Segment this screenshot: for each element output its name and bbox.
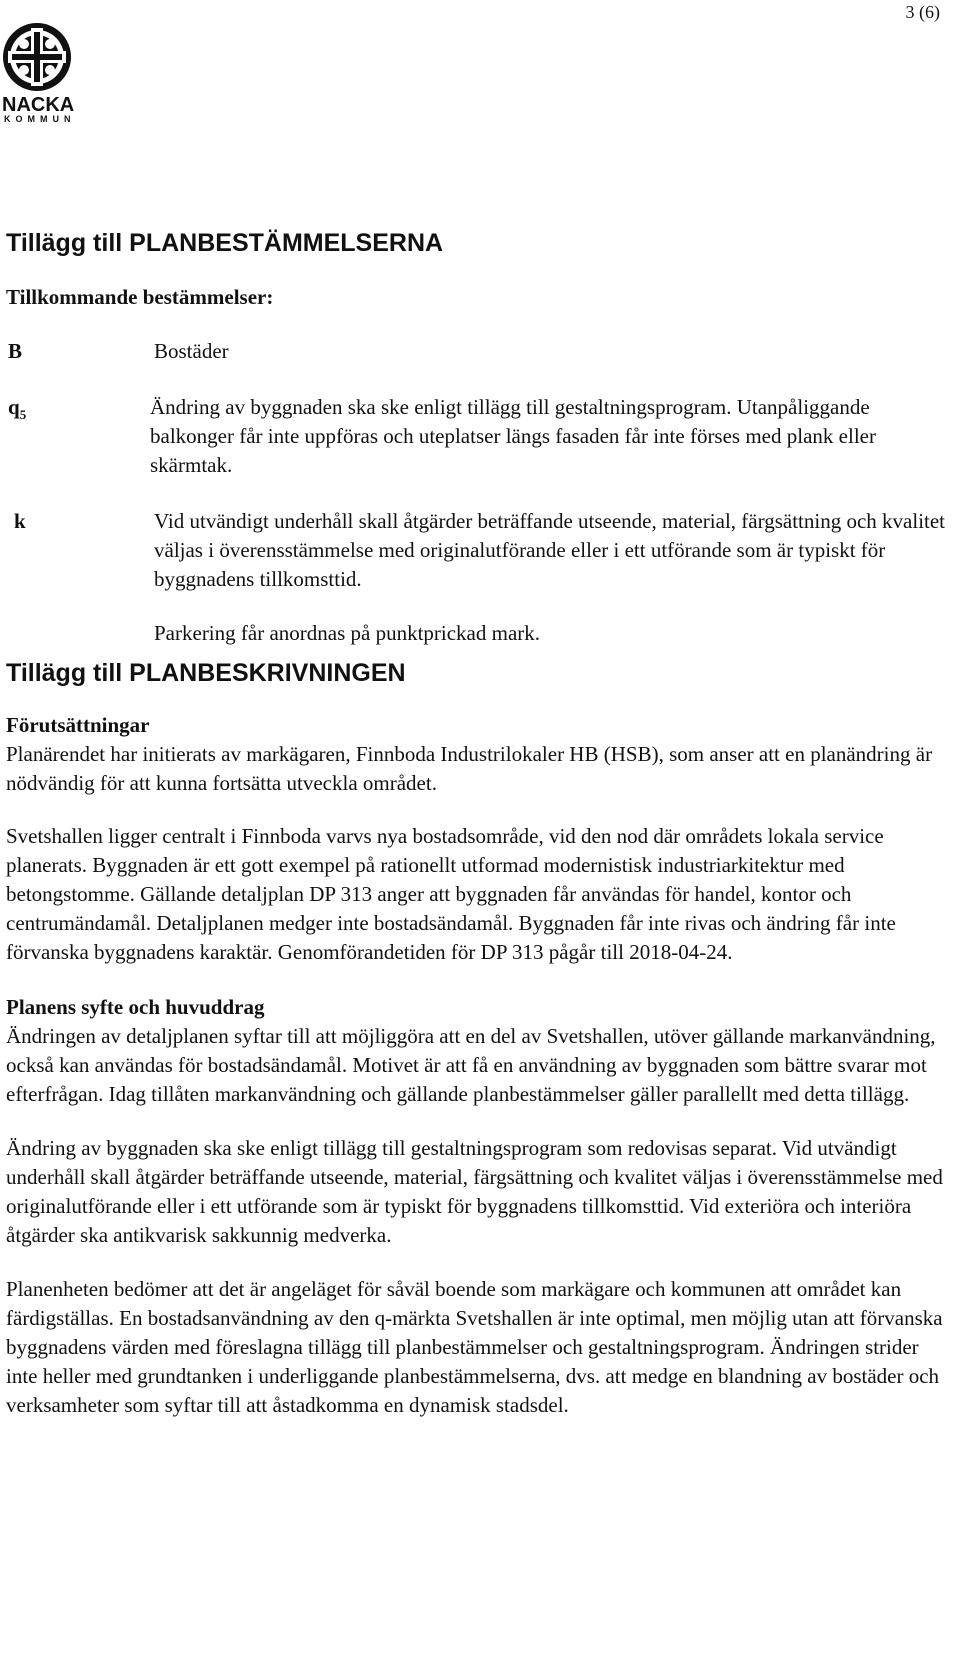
provision-code bbox=[6, 393, 154, 480]
section-title-planbeskrivningen bbox=[6, 656, 946, 690]
paragraph: Planärendet har initierats av markägaren, Finnboda Industrilokaler HB (HSB), som anser att en planändring är nödvändig för att kunna fortsätta utveckla området. bbox=[6, 742, 933, 795]
logo-subtitle: KOMMUN bbox=[4, 114, 76, 124]
provision-row bbox=[6, 619, 946, 648]
paragraph: Ändring av byggnaden ska ske enligt tillägg till gestaltningsprogram som redovisas separat. Vid utvändigt underhåll skall åtgärder beträffande utseende, material, färgsättning och kvalitet väljas i överensstämmelse med originalutförande eller i ett utförande som är typiskt för byggnadens tillkomsttid. Vid exteriöra och interiöra åtgärder ska antikvarisk sakkunnig medverka. bbox=[6, 1136, 943, 1247]
heading-planens-syfte: Planens syfte och huvuddrag bbox=[6, 995, 265, 1019]
section-title-main: PLANBESKRIVNINGEN bbox=[129, 659, 406, 687]
section-title-lead: Tillägg till bbox=[6, 659, 123, 687]
provision-code: k bbox=[14, 509, 26, 533]
paragraph: Svetshallen ligger centralt i Finnboda varvs nya bostadsområde, vid den nod där områdets lokala service planerats. Byggnaden är ett gott exempel på rationellt utformad modernistisk industriarkitektur med betongstomme. Gällande detaljplan DP 313 anger att byggnaden får användas för handel, kontor och centrumändamål. Detaljplanen medger inte bostadsändamål. Byggnaden får inte rivas och ändring får inte förvanska byggnadens karaktär. Genomförandetiden för DP 313 pågår till 2018-04-24. bbox=[6, 824, 896, 964]
provision-code-letter: q bbox=[8, 395, 20, 419]
subtitle-tillkommande: Tillkommande bestämmelser: bbox=[6, 285, 274, 309]
provision-row bbox=[6, 393, 946, 480]
provision-code: B bbox=[8, 339, 23, 363]
logo-name: NACKA bbox=[2, 94, 75, 116]
provision-row bbox=[6, 337, 946, 366]
section-title-planbestammelserna bbox=[6, 226, 946, 260]
provision-code-subscript: 5 bbox=[19, 407, 27, 423]
provision-text: Parkering får anordnas på punktprickad mark. bbox=[154, 621, 541, 645]
municipality-emblem-icon bbox=[0, 20, 74, 94]
nacka-logo bbox=[0, 20, 80, 124]
provision-text: Vid utvändigt underhåll skall åtgärder beträffande utseende, material, färgsättning och kvalitet väljas i överensstämmelse med originalutförande eller i ett utförande som är typiskt för byggnadens tillkomsttid. bbox=[154, 509, 946, 591]
provision-text: Bostäder bbox=[154, 339, 229, 363]
provision-code bbox=[6, 619, 154, 648]
paragraph: Ändringen av detaljplanen syftar till att möjliggöra att en del av Svetshallen, utöver gällande markanvändning, också kan användas för bostadsändamål. Motivet är att få en användning av byggnaden som bättre svarar mot efterfrågan. Idag tillåten markanvändning och gällande planbestämmelser gäller parallellt med detta tillägg. bbox=[6, 1024, 936, 1106]
section-title-lead: Tillägg till bbox=[6, 229, 123, 257]
heading-forutsattningar: Förutsättningar bbox=[6, 713, 150, 737]
page-number: 3 (6) bbox=[905, 2, 940, 22]
provision-row bbox=[6, 507, 946, 594]
paragraph: Planenheten bedömer att det är angeläget för såväl boende som markägare och kommunen att området kan färdigställas. En bostadsanvändning av den q-märkta Svetshallen är inte optimal, men möjlig utan att förvanska byggnadens värden med föreslagna tillägg till planbestämmelser och gestaltningsprogram. Ändringen strider inte heller med grundtanken i underliggande planbestämmelserna, dvs. att medge en blandning av bostäder och verksamheter som syftar till att åstadkomma en dynamisk stadsdel. bbox=[6, 1277, 943, 1417]
section-title-main: PLANBESTÄMMELSERNA bbox=[129, 229, 444, 257]
provision-text: Ändring av byggnaden ska ske enligt tillägg till gestaltningsprogram. Utanpåliggande balkonger får inte uppföras och uteplatser längs fasaden får inte förses med plank eller skärmtak. bbox=[150, 395, 876, 477]
